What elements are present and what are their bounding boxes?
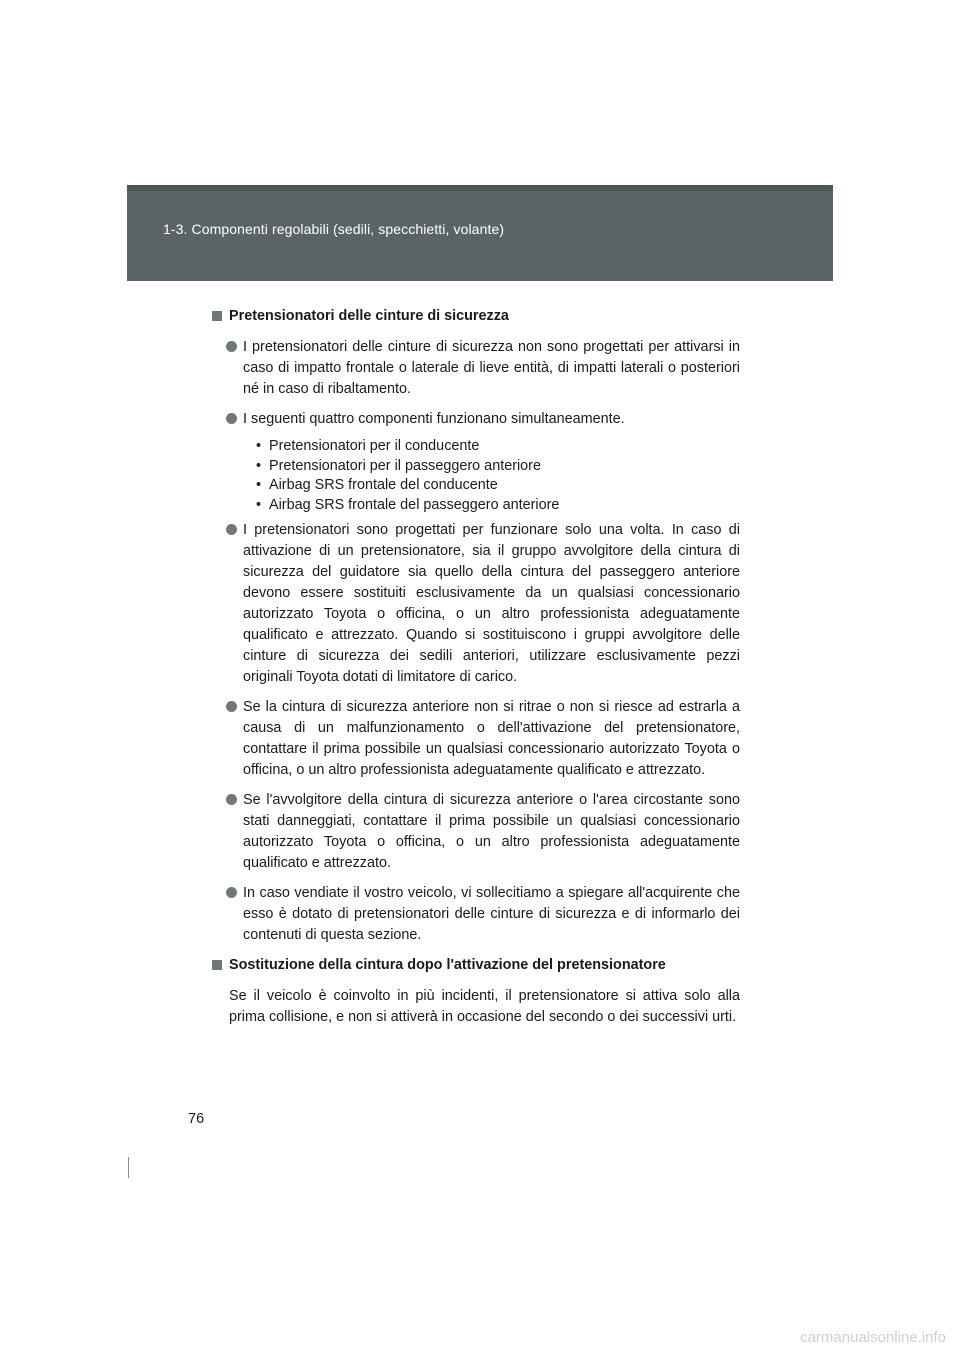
bullet-item [212, 409, 740, 430]
bullet-item [212, 337, 740, 400]
round-bullet-icon [226, 701, 237, 712]
list-item: • Pretensionatori per il conducente [256, 437, 740, 457]
square-bullet-icon [212, 960, 222, 970]
page-number: 76 [188, 1111, 205, 1127]
list-item: • Pretensionatori per il passeggero anteriore [256, 457, 740, 477]
bullet-text: In caso vendiate il vostro veicolo, vi sollecitiamo a spiegare all'acquirente che esso è dotato di pretensionatori delle cinture di sicurezza e di informarlo dei contenuti di questa sezione. [243, 885, 740, 943]
replacement-paragraph: Se il veicolo è coinvolto in più incidenti, il pretensionatore si attiva solo alla prima collisione, e non si attiverà in occasione del secondo o dei successivi urti. [229, 988, 740, 1025]
round-bullet-icon [226, 413, 237, 424]
bullet-text: I pretensionatori sono progettati per funzionare solo una volta. In caso di attivazione di un pretensionatore, sia il gruppo avvolgitore della cintura di sicurezza del guidatore sia quello della cintura del passeggero anteriore devono essere sostituiti esclusivamente da un qualsiasi concessionario autorizzato Toyota o officina, o un altro professionista adeguatamente qualificato e attrezzato. Quando si sostituiscono i gruppi avvolgitore delle cinture di sicurezza dei sedili anteriori, utilizzare esclusivamente pezzi originali Toyota dotati di limitatore di carico. [243, 522, 740, 685]
watermark-brand: carmanualsonline.info [800, 1329, 946, 1346]
round-bullet-icon [226, 887, 237, 898]
margin-mark [128, 1157, 129, 1178]
bullet-item [212, 697, 740, 781]
bullet-item [212, 790, 740, 874]
section-header-band [127, 185, 833, 281]
subheading-text: Pretensionatori delle cinture di sicurezza [229, 308, 509, 324]
section-title: 1-3. Componenti regolabili (sedili, specchietti, volante) [163, 221, 505, 237]
square-bullet-icon [212, 311, 222, 321]
subheading-text: Sostituzione della cintura dopo l'attivazione del pretensionatore [229, 957, 666, 973]
round-bullet-icon [226, 341, 237, 352]
round-bullet-icon [226, 794, 237, 805]
list-item: • Airbag SRS frontale del conducente [256, 476, 740, 496]
bullet-text: Se l'avvolgitore della cintura di sicurezza anteriore o l'area circostante sono stati danneggiati, contattare il prima possibile un qualsiasi concessionario autorizzato Toyota o officina, o un altro professionista adeguatamente qualificato e attrezzato. [243, 792, 740, 871]
subheading-replacement [212, 955, 740, 976]
bullet-item [212, 883, 740, 946]
bullet-text: I pretensionatori delle cinture di sicurezza non sono progettati per attivarsi in caso di impatto frontale o laterale di lieve entità, di impatti laterali o posteriori né in caso di ribaltamento. [243, 339, 740, 397]
bullet-item [212, 520, 740, 688]
round-bullet-icon [226, 524, 237, 535]
page-content [212, 306, 740, 1028]
bullet-text: Se la cintura di sicurezza anteriore non si ritrae o non si riesce ad estrarla a causa di un malfunzionamento o dell'attivazione del pretensionatore, contattare il prima possibile un qualsiasi concessionario autorizzato Toyota o officina, o un altro professionista adeguatamente qualificato e attrezzato. [243, 699, 740, 778]
list-item: • Airbag SRS frontale del passeggero anteriore [256, 496, 740, 516]
bullet-text: I seguenti quattro componenti funzionano simultaneamente. [243, 411, 625, 427]
header-top-line [127, 185, 833, 191]
component-list [212, 437, 740, 515]
subheading-pretensioners [212, 306, 740, 327]
